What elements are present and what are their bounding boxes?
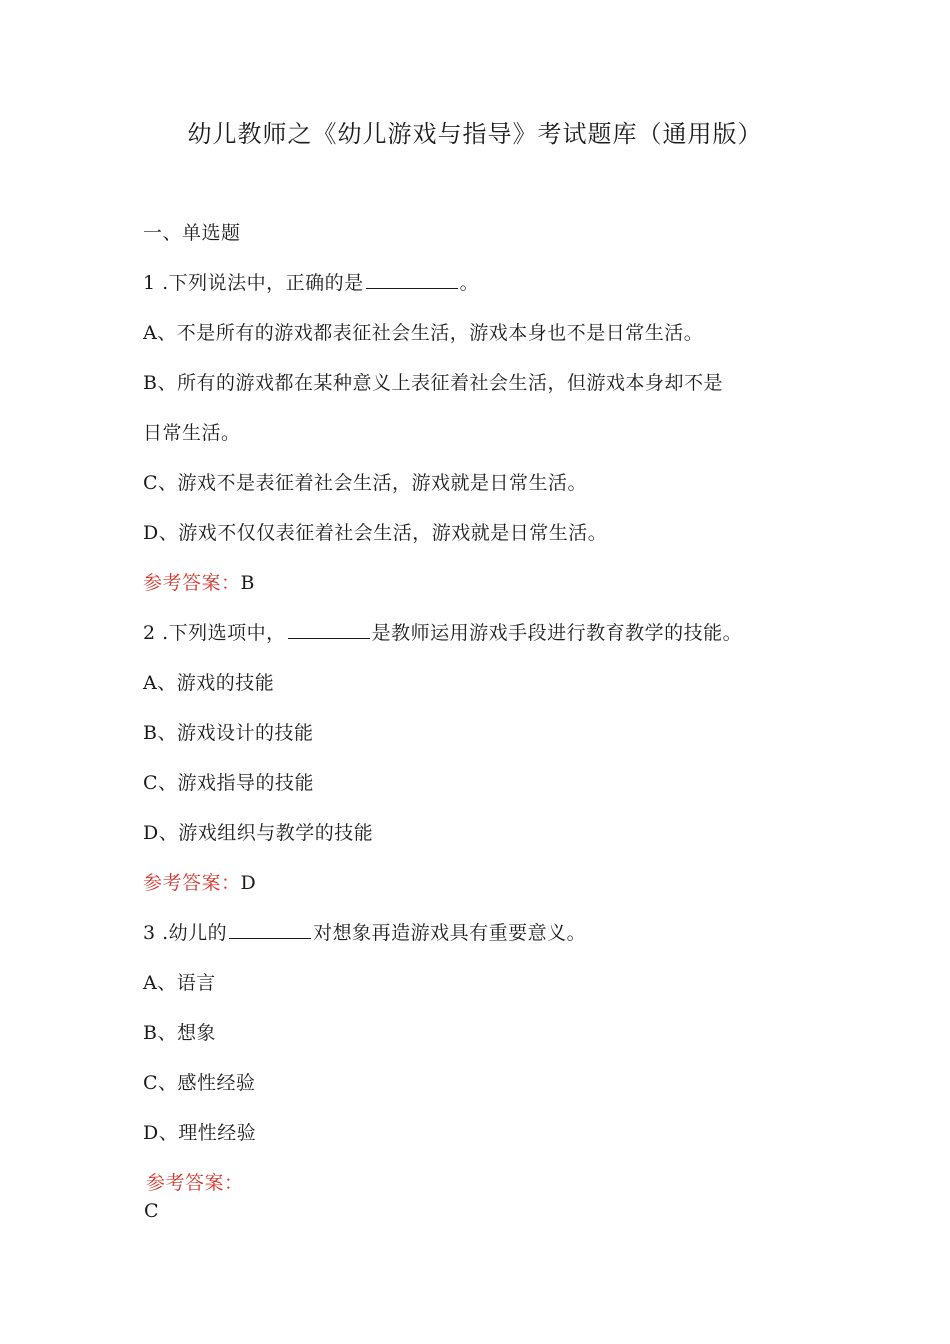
question-3-option-a: A、语言 [143,972,216,994]
question-3-option-d: D、理性经验 [143,1122,257,1144]
question-3-answer-label: 参考答案： [146,1172,244,1194]
answer-blank [366,270,458,289]
answer-blank [229,920,311,939]
question-1-option-b: B、所有的游戏都在某种意义上表征着社会生活，但游戏本身却不是 [143,372,723,394]
question-stem-text: 1 .下列说法中，正确的是 [143,272,364,294]
question-stem-text: 3 .幼儿的 [143,922,228,944]
question-list [143,208,833,1158]
question-3-option-c: C、感性经验 [143,1072,256,1094]
section-heading: 一、单选题 [143,222,241,244]
question-stem-text: 2 .下列选项中， [143,622,286,644]
answer-label: 参考答案： [143,872,241,894]
answer-blank [288,620,370,639]
answer-value: D [240,872,257,894]
question-2-option-c: C、游戏指导的技能 [143,772,315,794]
question-2-answer [143,858,833,908]
question-1-option-c: C、游戏不是表征着社会生活，游戏就是日常生活。 [143,472,588,494]
document-title: 幼儿教师之《幼儿游戏与指导》考试题库（通用版） [187,120,763,148]
question-stem-text: 是教师运用游戏手段进行教育教学的技能。 [371,622,743,644]
question-3-answer-value: C [144,1200,159,1222]
question-3-stem [143,908,833,958]
question-2-option-a: A、游戏的技能 [143,672,275,694]
question-2-option-d: D、游戏组织与教学的技能 [143,822,374,844]
question-2-option-b: B、游戏设计的技能 [143,722,314,744]
question-1-option-d: D、游戏不仅仅表征着社会生活，游戏就是日常生活。 [143,522,608,544]
question-1-stem [143,258,833,308]
question-2-stem [143,608,833,658]
question-3-option-b: B、想象 [143,1022,216,1044]
question-stem-text: 。 [459,272,480,294]
question-stem-text: 对想象再造游戏具有重要意义。 [313,922,587,944]
question-1-answer [143,558,833,608]
answer-label: 参考答案： [143,572,241,594]
question-1-option-a: A、不是所有的游戏都表征社会生活，游戏本身也不是日常生活。 [143,322,704,344]
answer-value: B [240,572,255,594]
question-1-option-b-continued: 日常生活。 [143,422,241,444]
